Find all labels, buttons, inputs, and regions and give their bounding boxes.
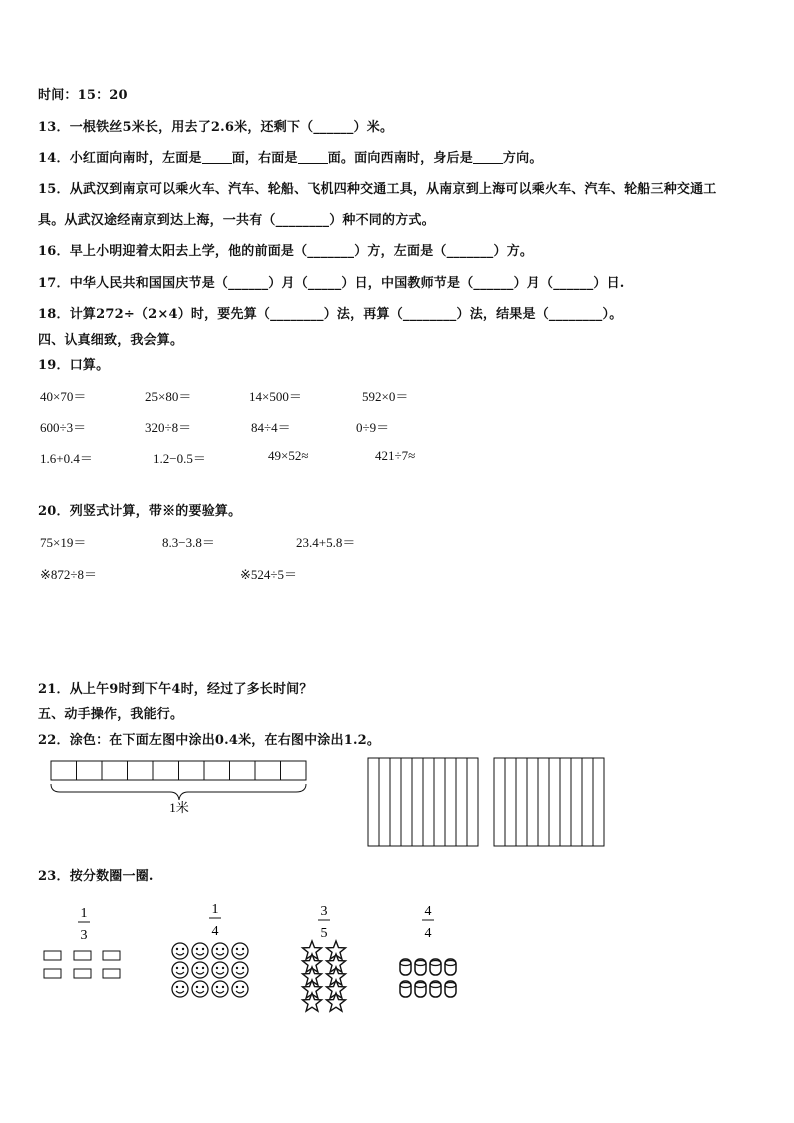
cylinder-icon — [400, 959, 411, 975]
smiley-icon — [172, 943, 188, 959]
star-icon — [327, 967, 346, 985]
calc-item: 40×70＝ — [40, 389, 87, 404]
calc-item: 8.3−3.8＝ — [162, 535, 215, 550]
smiley-icon — [192, 962, 208, 978]
numerator: 1 — [211, 902, 219, 917]
numerator: 4 — [424, 904, 432, 919]
smiley-icon — [212, 981, 228, 997]
star-icon — [303, 993, 322, 1011]
star-group[interactable] — [303, 941, 346, 1011]
calc-item: 23.4+5.8＝ — [296, 535, 356, 550]
fraction-1-3 — [78, 906, 90, 943]
smiley-icon — [232, 943, 248, 959]
smiley-icon — [212, 943, 228, 959]
q14-part-a: 14．小红面向南时，左面是 — [38, 151, 202, 166]
answer-blank[interactable] — [298, 151, 328, 164]
fraction-4-4 — [422, 904, 434, 941]
question-19-title: 19．口算。 — [38, 358, 110, 373]
denominator: 4 — [424, 926, 432, 941]
star-icon — [303, 954, 322, 972]
star-icon — [327, 954, 346, 972]
brace — [51, 784, 306, 800]
calc-item: 75×19＝ — [40, 535, 87, 550]
calc-item: 421÷7≈ — [375, 448, 416, 463]
q14-part-d: 方向。 — [502, 151, 543, 166]
answer-blank[interactable] — [202, 151, 232, 164]
calc-item: 49×52≈ — [268, 448, 309, 463]
calc-item: 592×0＝ — [362, 389, 409, 404]
meter-label: 1米 — [169, 800, 189, 815]
section-5-heading: 五、动手操作，我能行。 — [38, 707, 184, 722]
question-15-line2: 具。从武汉途经南京到达上海，一共有（________）种不同的方式。 — [38, 213, 435, 228]
cylinder-icon — [430, 981, 441, 997]
calc-item: 84÷4＝ — [251, 420, 291, 435]
calc-item: 14×500＝ — [249, 389, 302, 404]
question-13: 13．一根铁丝5米长，用去了2.6米，还剩下（______）米。 — [38, 120, 394, 135]
denominator: 4 — [211, 924, 219, 939]
question-21: 21．从上午9时到下午4时，经过了多长时间？ — [38, 682, 313, 697]
calc-item: 25×80＝ — [145, 389, 192, 404]
smiley-icon — [192, 981, 208, 997]
question-18: 18．计算272÷（2×4）时，要先算（________）法，再算（________）法，结果是（________）。 — [38, 307, 623, 322]
calc-item: 1.2−0.5＝ — [153, 451, 206, 466]
section-4-heading: 四、认真细致，我会算。 — [38, 333, 184, 348]
calc-item: ※524÷5＝ — [240, 567, 298, 582]
smiley-icon — [232, 962, 248, 978]
calc-item: 1.6+0.4＝ — [40, 451, 93, 466]
denominator: 5 — [320, 926, 328, 941]
question-20-title: 20．列竖式计算，带※的要验算。 — [38, 504, 242, 519]
rectangle-group[interactable] — [44, 951, 120, 978]
star-icon — [327, 980, 346, 998]
question-15-line1: 15．从武汉到南京可以乘火车、汽车、轮船、飞机四种交通工具，从南京到上海可以乘火车、汽车、轮船三种交通工 — [38, 182, 717, 197]
star-icon — [303, 941, 322, 959]
smiley-icon — [232, 981, 248, 997]
calc-item: ※872÷8＝ — [40, 567, 98, 582]
star-icon — [327, 993, 346, 1011]
coloring-figures — [0, 752, 794, 872]
cylinder-icon — [430, 959, 441, 975]
cylinder-icon — [400, 981, 411, 997]
fraction-1-4 — [209, 902, 221, 939]
cylinder-group[interactable] — [400, 959, 456, 997]
question-17: 17．中华人民共和国国庆节是（______）月（_____）日，中国教师节是（______）月（______）日. — [38, 276, 625, 291]
answer-blank[interactable] — [473, 151, 503, 164]
smiley-icon — [172, 981, 188, 997]
smiley-icon — [192, 943, 208, 959]
numerator: 1 — [80, 906, 88, 921]
smiley-icon — [212, 962, 228, 978]
time-label: 时间：15：20 — [38, 88, 128, 103]
numerator: 3 — [320, 904, 328, 919]
question-16: 16．早上小明迎着太阳去上学，他的前面是（_______）方，左面是（_______）方。 — [38, 244, 534, 259]
smiley-icon — [172, 962, 188, 978]
fraction-3-5 — [318, 904, 330, 941]
cylinder-icon — [415, 959, 426, 975]
smiley-face-group[interactable] — [172, 943, 248, 997]
cylinder-icon — [445, 959, 456, 975]
star-icon — [327, 941, 346, 959]
denominator: 3 — [80, 928, 88, 943]
star-icon — [303, 980, 322, 998]
question-23: 23．按分数圈一圈. — [38, 869, 154, 884]
cylinder-icon — [415, 981, 426, 997]
calc-item: 600÷3＝ — [40, 420, 87, 435]
star-icon — [303, 967, 322, 985]
calc-item: 320÷8＝ — [145, 420, 192, 435]
question-14 — [38, 147, 543, 166]
q14-part-b: 面，右面是 — [231, 151, 298, 166]
vertical-strips-left[interactable] — [368, 758, 478, 846]
meter-strip[interactable] — [51, 761, 306, 780]
calc-item: 0÷9＝ — [356, 420, 390, 435]
fraction-figures — [0, 895, 794, 1025]
question-22: 22．涂色：在下面左图中涂出0.4米，在右图中涂出1.2。 — [38, 733, 381, 748]
vertical-strips-right[interactable] — [494, 758, 604, 846]
cylinder-icon — [445, 981, 456, 997]
q14-part-c: 面。面向西南时，身后是 — [327, 151, 473, 166]
